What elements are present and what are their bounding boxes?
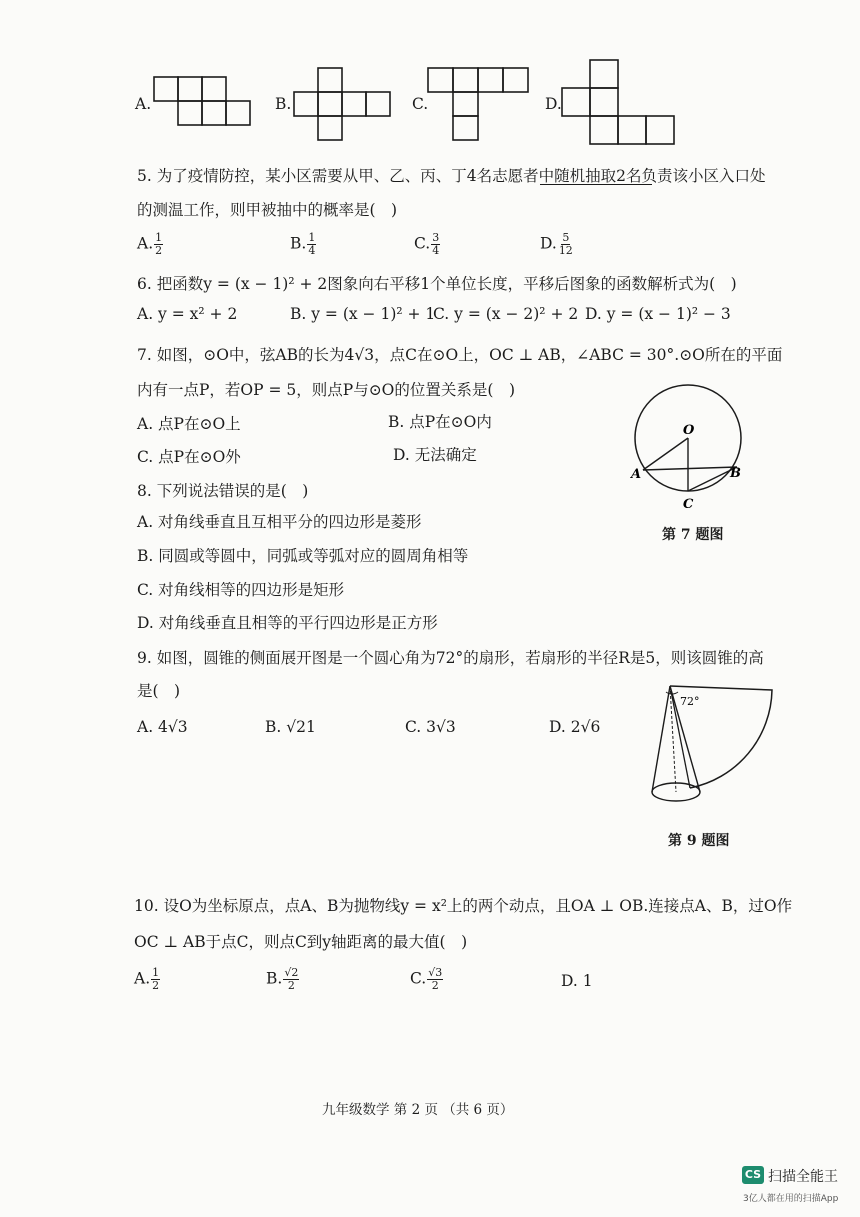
q4-net-d	[562, 58, 678, 148]
q4-net-a	[150, 75, 252, 129]
q6-option-b: B. y = (x − 1)² + 1	[290, 305, 436, 323]
q10-option-a-label: A.	[134, 969, 151, 988]
q7-option-b: B. 点P在⊙O内	[388, 413, 492, 431]
numerator: 3	[432, 231, 440, 244]
denominator: 2	[431, 979, 439, 992]
q10-option-b	[266, 967, 299, 992]
q5-option-c-fraction	[431, 232, 440, 257]
q10-option-b-label: B.	[266, 969, 283, 988]
q10-stem-line2: OC ⊥ AB于点C，则点C到y轴距离的最大值( )	[134, 933, 468, 951]
q9-stem-line2: 是( )	[137, 682, 181, 700]
q10-option-a-fraction	[151, 967, 160, 992]
q5-underline	[540, 184, 652, 185]
q5-option-c	[414, 232, 440, 257]
label-a: A	[631, 467, 642, 482]
q5-option-a	[137, 232, 163, 257]
q10-option-d: D. 1	[561, 972, 593, 990]
q5-option-d-label: D.	[540, 234, 557, 253]
q6-option-d: D. y = (x − 1)² − 3	[585, 305, 731, 323]
numerator: 1	[155, 231, 163, 244]
denominator: 4	[432, 244, 440, 257]
q9-option-d: D. 2√6	[549, 718, 601, 736]
q5-stem-line2: 的测温工作，则甲被抽中的概率是( )	[137, 201, 398, 219]
q5-option-b	[290, 232, 316, 257]
q5-option-b-label: B.	[290, 234, 307, 253]
camscanner-logo: CS	[742, 1166, 764, 1184]
camscanner-name: 扫描全能王	[768, 1169, 838, 1185]
denominator: 12	[558, 244, 573, 257]
q6-stem: 6. 把函数y = (x − 1)² + 2图象向右平移1个单位长度，平移后图象的函数解析式为( )	[137, 275, 737, 293]
label-c: C	[683, 497, 694, 512]
q7-option-a: A. 点P在⊙O上	[137, 415, 241, 433]
camscanner-tagline: 3亿人都在用的扫描App	[743, 1194, 839, 1204]
angle-label: 72°	[680, 695, 700, 708]
q9-stem-line1: 9. 如图，圆锥的侧面展开图是一个圆心角为72°的扇形，若扇形的半径R是5，则该圆锥的高	[137, 649, 764, 667]
q7-stem-line1: 7. 如图，⊙O中，弦AB的长为4√3，点C在⊙O上，OC ⊥ AB，∠ABC = 30°.⊙O所在的平面	[137, 346, 783, 364]
q6-option-c: C. y = (x − 2)² + 2	[433, 305, 579, 323]
q8-option-a: A. 对角线垂直且互相平分的四边形是菱形	[137, 513, 422, 531]
label-b: B	[730, 466, 741, 481]
denominator: 4	[308, 244, 316, 257]
numerator: √3	[428, 966, 443, 979]
q5-option-b-fraction	[307, 232, 316, 257]
denominator: 2	[152, 979, 160, 992]
q7-option-c: C. 点P在⊙O外	[137, 448, 241, 466]
q8-option-d: D. 对角线垂直且相等的平行四边形是正方形	[137, 614, 438, 632]
q5-option-d	[540, 232, 574, 257]
q5-option-a-fraction	[154, 232, 163, 257]
q5-option-d-fraction	[558, 232, 574, 257]
q4-option-a-label: A.	[135, 95, 152, 113]
label-o: O	[683, 423, 695, 438]
q6-option-a: A. y = x² + 2	[137, 305, 238, 323]
denominator: 2	[155, 244, 163, 257]
numerator: 1	[308, 231, 316, 244]
q8-stem: 8. 下列说法错误的是( )	[137, 482, 309, 500]
denominator: 2	[287, 979, 295, 992]
q10-option-b-fraction	[283, 967, 299, 992]
q4-option-c-label: C.	[412, 95, 429, 113]
q10-option-c-label: C.	[410, 969, 427, 988]
q8-option-c: C. 对角线相等的四边形是矩形	[137, 581, 345, 599]
q9-figure-caption: 第 9 题图	[668, 833, 730, 849]
numerator: 5	[562, 231, 570, 244]
q10-option-a	[134, 967, 160, 992]
q9-option-b: B. √21	[265, 718, 316, 736]
q10-option-c-fraction	[427, 967, 443, 992]
numerator: √2	[284, 966, 299, 979]
q4-net-b	[290, 66, 392, 144]
q8-option-b: B. 同圆或等圆中，同弧或等弧对应的圆周角相等	[137, 547, 469, 565]
q7-figure-caption: 第 7 题图	[662, 527, 724, 543]
q5-option-a-label: A.	[137, 234, 154, 253]
q10-option-c	[410, 967, 443, 992]
q4-net-c	[425, 66, 529, 142]
numerator: 1	[152, 966, 160, 979]
chord-ab	[643, 467, 737, 470]
page-footer: 九年级数学 第 2 页 （共 6 页）	[322, 1102, 514, 1118]
q7-option-d: D. 无法确定	[393, 446, 477, 464]
q10-stem-line1: 10. 设O为坐标原点，点A、B为抛物线y = x²上的两个动点，且OA ⊥ OB.连接点A、B，过O作	[134, 897, 793, 915]
cone-side-left	[652, 686, 670, 792]
q7-stem-line2: 内有一点P，若OP = 5，则点P与⊙O的位置关系是( )	[137, 381, 515, 399]
q7-figure	[625, 380, 750, 510]
q9-figure	[630, 680, 780, 810]
q9-option-c: C. 3√3	[405, 718, 456, 736]
segment-oa	[643, 438, 688, 470]
q5-option-c-label: C.	[414, 234, 431, 253]
q5-stem-line1: 5. 为了疫情防控，某小区需要从甲、乙、丙、丁4名志愿者中随机抽取2名负责该小区入口处	[137, 167, 766, 185]
q4-option-d-label: D.	[545, 95, 562, 113]
q9-option-a: A. 4√3	[137, 718, 188, 736]
q4-option-b-label: B.	[275, 95, 292, 113]
